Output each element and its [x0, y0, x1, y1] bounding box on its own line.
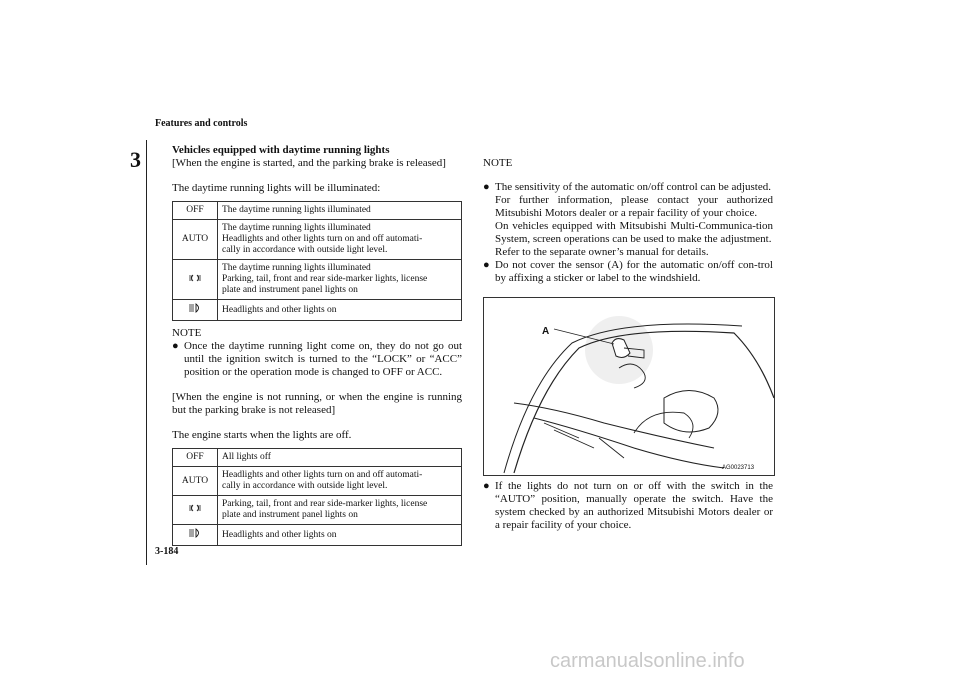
row-description: Headlights and other lights turn on and off automati- cally in accordance with outside light level.: [218, 467, 462, 496]
right-column-lower: [483, 480, 773, 532]
table-row: [173, 300, 462, 321]
condition-2: [When the engine is not running, or when the engine is running but the parking brake is not released]: [172, 391, 462, 416]
page-number: 3-184: [155, 546, 179, 557]
note-bullet: ● The sensitivity of the automatic on/off control can be adjusted. For further information, please contact your authorized Mitsubishi Motors dealer or a repair facility of your choice. On vehicles equipped with Mitsubishi Multi-Communica-tion System, screen operations can be used to make the adjustment. Refer to the separate owner’s manual for details.: [483, 181, 773, 258]
windshield-illustration: [484, 298, 774, 475]
table-row: [173, 467, 462, 496]
table-row: [173, 449, 462, 467]
table-engine-not-running: [172, 448, 462, 546]
headlights-icon: [173, 300, 218, 321]
switch-position-off: OFF: [173, 202, 218, 220]
note-bullet: ● Do not cover the sensor (A) for the automatic on/off con-trol by affixing a sticker or label to the windshield.: [483, 259, 773, 284]
switch-position-off: OFF: [173, 449, 218, 467]
row-description: The daytime running lights illuminated Parking, tail, front and rear side-marker lights, license plate and instrument panel lights on: [218, 260, 462, 300]
watermark: carmanualsonline.info: [550, 650, 745, 672]
switch-position-auto: AUTO: [173, 467, 218, 496]
bullet-icon: ●: [172, 340, 179, 352]
table-row: [173, 496, 462, 525]
headlights-icon: [173, 525, 218, 546]
left-column: [172, 144, 462, 552]
section-title: Features and controls: [155, 118, 248, 129]
figure-code: AG0023713: [722, 465, 755, 471]
row-description: Headlights and other lights on: [218, 525, 462, 546]
parking-lights-icon: [173, 260, 218, 300]
callout-a: A: [542, 326, 550, 337]
table-row: [173, 260, 462, 300]
parking-lights-icon: [173, 496, 218, 525]
bullet-icon: ●: [483, 259, 490, 271]
bullet-icon: ●: [483, 181, 490, 193]
note-label: NOTE: [483, 157, 513, 169]
table-engine-started: [172, 201, 462, 321]
row-description: Parking, tail, front and rear side-marker lights, license plate and instrument panel lights on: [218, 496, 462, 525]
table-row: [173, 202, 462, 220]
heading-drl: Vehicles equipped with daytime running lights: [172, 144, 390, 156]
chapter-number: 3: [130, 147, 141, 172]
row-description: All lights off: [218, 449, 462, 467]
row-description: Headlights and other lights on: [218, 300, 462, 321]
bullet-icon: ●: [483, 480, 490, 492]
windshield-sensor-figure: [483, 297, 775, 476]
row-description: The daytime running lights illuminated Headlights and other lights turn on and off automati- cally in accordance with outside light level.: [218, 220, 462, 260]
note-label: NOTE: [172, 327, 202, 339]
switch-position-auto: AUTO: [173, 220, 218, 260]
note-bullet: ● Once the daytime running light come on, they do not go out until the ignition switch is turned to the “LOCK” or “ACC” position or the operation mode is changed to OFF or ACC.: [172, 340, 462, 378]
intro-1: The daytime running lights will be illuminated:: [172, 182, 381, 194]
intro-2: The engine starts when the lights are off.: [172, 429, 352, 441]
table-row: [173, 220, 462, 260]
chapter-divider: [146, 140, 147, 565]
condition-1: [When the engine is started, and the parking brake is released]: [172, 157, 446, 169]
right-column: [483, 146, 773, 285]
row-description: The daytime running lights illuminated: [218, 202, 462, 220]
table-row: [173, 525, 462, 546]
note-bullet: ● If the lights do not turn on or off with the switch in the “AUTO” position, manually operate the switch. Have the system checked by an authorized Mitsubishi Motors dealer or a repair facility of your choice.: [483, 480, 773, 531]
